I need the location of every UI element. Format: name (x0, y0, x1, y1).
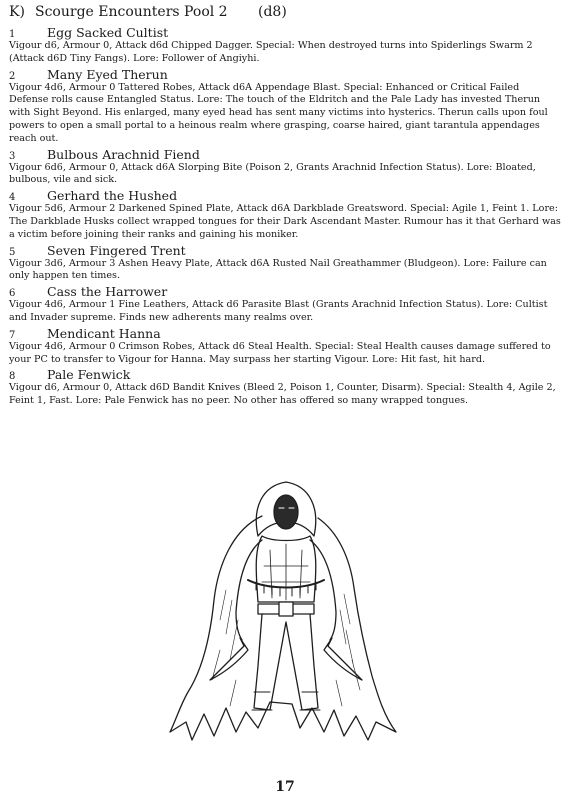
entry-stats: Vigour 4d6, Armour 0 Tattered Robes, Attack d6A Appendage Blast. Special: Enhanced or Critical Failed Defense rolls cause Entangled Status. Lore: The touch of the Eldritch and the Pale Lady has invested Therun with Sight Beyond. His enlarged, many eyed head has sent many victims into hysterics. Therun calls upon foul powers to open a small portal to a heinous realm where grasping, coarse haired, giant tarantula appendages reach out. (9, 81, 548, 144)
encounter-entry (9, 25, 561, 66)
entry-stats: Vigour 6d6, Armour 0, Attack d6A Slorping Bite (Poison 2, Grants Arachnid Infection Status). Lore: Bloated, bulbous, vile and sick. (9, 161, 536, 186)
section-title: Scourge Encounters Pool 2 (35, 4, 228, 20)
masked-face (274, 495, 298, 529)
legs (254, 614, 318, 710)
entry-number: 8 (9, 371, 16, 383)
encounter-entry (9, 67, 561, 146)
encounter-entry (9, 284, 561, 325)
encounter-entry (9, 367, 561, 408)
entry-name: Mendicant Hanna (47, 325, 161, 341)
left-dagger (210, 638, 248, 680)
entry-stats: Vigour 4d6, Armour 1 Fine Leathers, Attack d6 Parasite Blast (Grants Arachnid Infection Status). Lore: Cultist and Invader supreme. Finds new adherents many realms over. (9, 299, 548, 323)
rogue-illustration (0, 470, 570, 750)
encounter-entry (9, 147, 561, 188)
entry-number: 4 (9, 192, 16, 204)
right-dagger (324, 638, 362, 680)
entry-name: Bulbous Arachnid Fiend (47, 146, 200, 162)
section-header (9, 4, 287, 20)
entry-stats: Vigour d6, Armour 0, Attack d6d Chipped Dagger. Special: When destroyed turns into Spiderlings Swarm 2 (Attack d6D Tiny Fangs). Lore: Follower of Angiyhi. (9, 40, 533, 64)
encounter-list (9, 25, 561, 409)
entry-name: Cass the Harrower (47, 284, 168, 300)
entry-stats: Vigour 4d6, Armour 0 Crimson Robes, Attack d6 Steal Health. Special: Steal Health causes damage suffered to your PC to transfer to Vigour for Hanna. May surpass her starting Vigour. Lore: Hit fast, hit hard. (9, 340, 551, 365)
cloak-outline (170, 516, 396, 740)
left-arm (236, 540, 262, 640)
entry-number: 2 (9, 70, 16, 82)
belt-buckle (279, 602, 293, 616)
page-number: 17 (275, 779, 295, 795)
right-arm (310, 540, 336, 640)
encounter-entry (9, 188, 561, 241)
entry-name: Egg Sacked Cultist (47, 25, 169, 40)
entry-number: 6 (9, 288, 16, 300)
entry-name: Pale Fenwick (47, 367, 131, 383)
entry-name: Gerhard the Hushed (47, 188, 178, 204)
entry-number: 1 (9, 29, 16, 40)
entry-number: 3 (9, 150, 16, 162)
entry-number: 7 (9, 329, 16, 341)
entry-name: Seven Fingered Trent (47, 242, 186, 258)
entry-stats: Vigour 5d6, Armour 2 Darkened Spined Plate, Attack d6A Darkblade Greatsword. Special: Agile 1, Feint 1. Lore: The Darkblade Husks collect wrapped tongues for their Dark Ascendant Master. Rumour has it that Gerhard was a victim before joining their ranks and gaining his moniker. (9, 203, 561, 240)
torso-detail (262, 544, 310, 600)
entry-stats: Vigour d6, Armour 0, Attack d6D Bandit Knives (Bleed 2, Poison 1, Counter, Disarm). Special: Stealth 4, Agile 2, Feint 1, Fast. Lore: Pale Fenwick has no peer. No other has offered so many wrapped tongues. (9, 382, 556, 407)
entry-stats: Vigour 3d6, Armour 3 Ashen Heavy Plate, Attack d6A Rusted Nail Greathammer (Bludgeon). Lore: Failure can only happen ten times. (9, 257, 547, 282)
entry-number: 5 (9, 246, 16, 258)
encounter-entry (9, 243, 561, 284)
encounter-entry (9, 326, 561, 367)
entry-name: Many Eyed Therun (47, 66, 168, 82)
boots (252, 692, 320, 710)
section-letter: K) (9, 4, 25, 20)
die-label: (d8) (258, 4, 287, 20)
